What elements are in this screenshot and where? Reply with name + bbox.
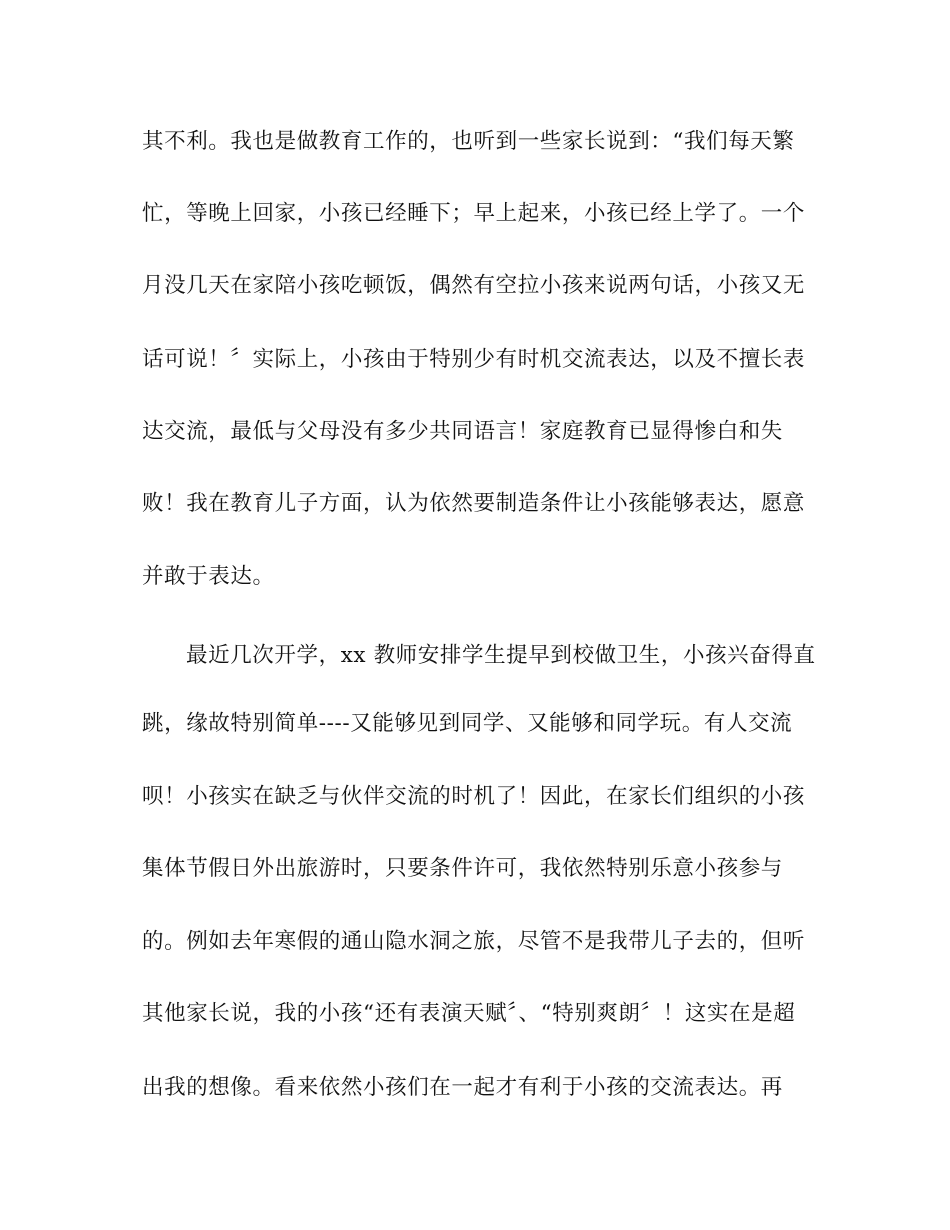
text-line: 出我的想像。看来依然小孩们在一起才有利于小孩的交流表达。再 — [142, 1075, 783, 1100]
text-line: 集体节假日外出旅游时，只要条件许可，我依然特别乐意小孩参与 — [142, 856, 783, 881]
text-line: 跳，缘故特别简单----又能够见到同学、又能够和同学玩。有人交流 — [142, 711, 793, 736]
text-line: 忙，等晚上回家，小孩已经睡下；早上起来，小孩已经上学了。一个 — [142, 201, 806, 226]
text-line: 月没几天在家陪小孩吃顿饭，偶然有空拉小孩来说两句话，小孩又无 — [142, 273, 806, 298]
paragraph-first-line: 最近几次开学，xx 教师安排学生提早到校做卫生，小孩兴奋得直 — [186, 643, 816, 668]
text-line: 达交流，最低与父母没有多少共同语言！家庭教育已显得惨白和失 — [142, 419, 783, 444]
text-line: 话可说！〞实际上，小孩由于特别少有时机交流表达，以及不擅长表 — [142, 347, 806, 372]
text-line: 并敢于表达。 — [142, 564, 275, 589]
text-line: 败！我在教育儿子方面，认为依然要制造条件让小孩能够表达，愿意 — [142, 491, 806, 516]
text-line: 呗！小孩实在缺乏与伙伴交流的时机了！因此，在家长们组织的小孩 — [142, 784, 806, 809]
text-line: 的。例如去年寒假的通山隐水洞之旅，尽管不是我带儿子去的，但听 — [142, 929, 806, 954]
text-line: 其不利。我也是做教育工作的，也听到一些家长说到：“我们每天繁 — [142, 129, 795, 154]
text-line: 其他家长说，我的小孩“还有表演天赋〞、“特别爽朗〞！这实在是超 — [142, 1001, 796, 1026]
